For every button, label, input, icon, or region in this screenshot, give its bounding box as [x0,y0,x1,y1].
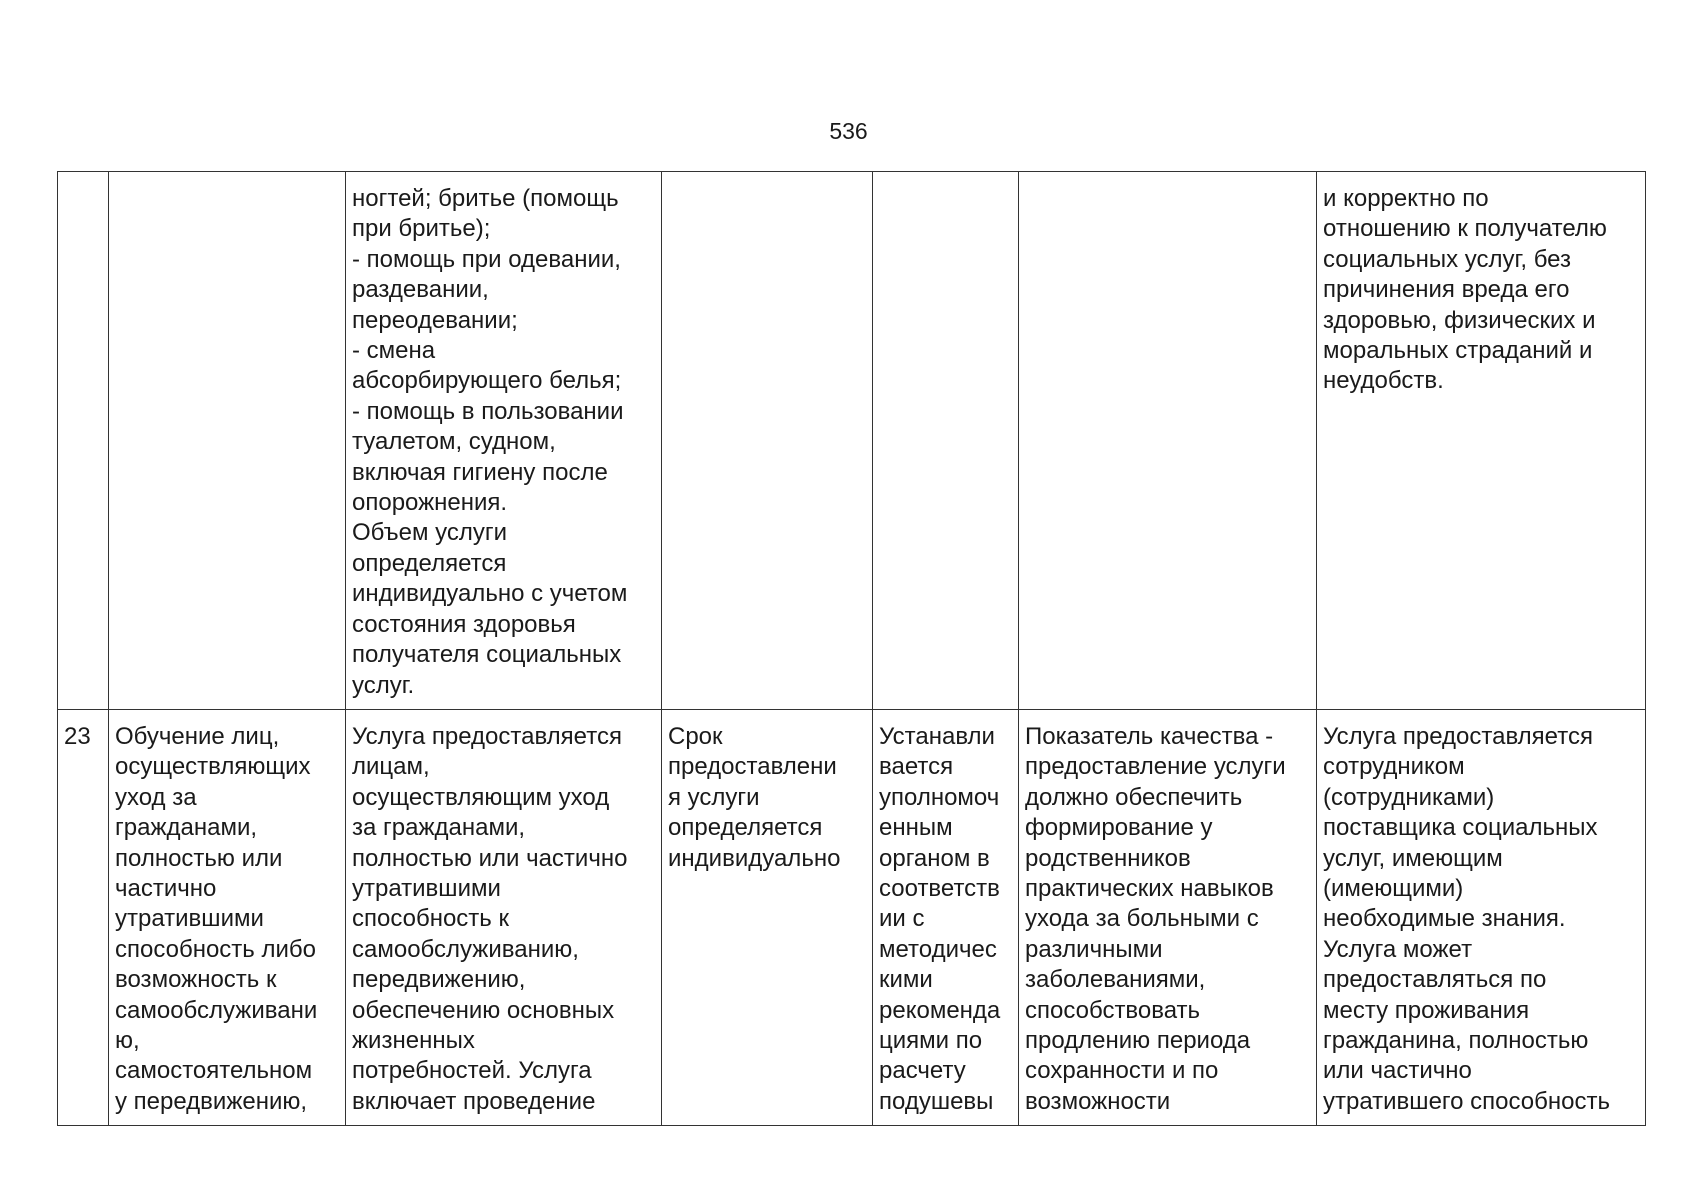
cell-service-name [109,172,346,710]
table-row [58,172,1646,710]
cell-number [58,172,109,710]
cell-service-description: ногтей; бритье (помощь при бритье); - помощь при одевании, раздевании, переодевании; - смена абсорбирующего белья; - помощь в пользовании туалетом, судном, включая гигиену после опорожнения. Объем услуги определяется индивидуально с учетом состояния здоровья получателя социальных услуг. [346,172,662,710]
cell-service-term: Срок предоставлени я услуги определяется индивидуально [662,709,873,1125]
cell-tariff: Устанавли вается уполномоч енным органом в соответств ии с методичес кими рекоменда циями по расчету подушевы [873,709,1019,1125]
cell-number: 23 [58,709,109,1125]
page-number: 536 [829,118,868,144]
cell-quality-indicator: Показатель качества - предоставление услуги должно обеспечить формирование у родственников практических навыков ухода за больными с различными заболеваниями, способствовать продлению периода сохранности и по возможности [1019,709,1317,1125]
cell-service-name: Обучение лиц, осуществляющих уход за гражданами, полностью или частично утратившими способность либо возможность к самообслуживани ю, самостоятельном у передвижению, [109,709,346,1125]
cell-quality-indicator [1019,172,1317,710]
services-table [57,171,1646,1126]
table-row [58,709,1646,1125]
cell-service-term [662,172,873,710]
cell-service-description: Услуга предоставляется лицам, осуществляющим уход за гражданами, полностью или частично утратившими способность к самообслуживанию, передвижению, обеспечению основных жизненных потребностей. Услуга включает проведение [346,709,662,1125]
cell-provision-conditions: Услуга предоставляется сотрудником (сотрудниками) поставщика социальных услуг, имеющим (имеющими) необходимые знания. Услуга может предоставляться по месту проживания гражданина, полностью или частично утратившего способность [1317,709,1646,1125]
cell-provision-conditions: и корректно по отношению к получателю социальных услуг, без причинения вреда его здоровью, физических и моральных страданий и неудобств. [1317,172,1646,710]
cell-tariff [873,172,1019,710]
